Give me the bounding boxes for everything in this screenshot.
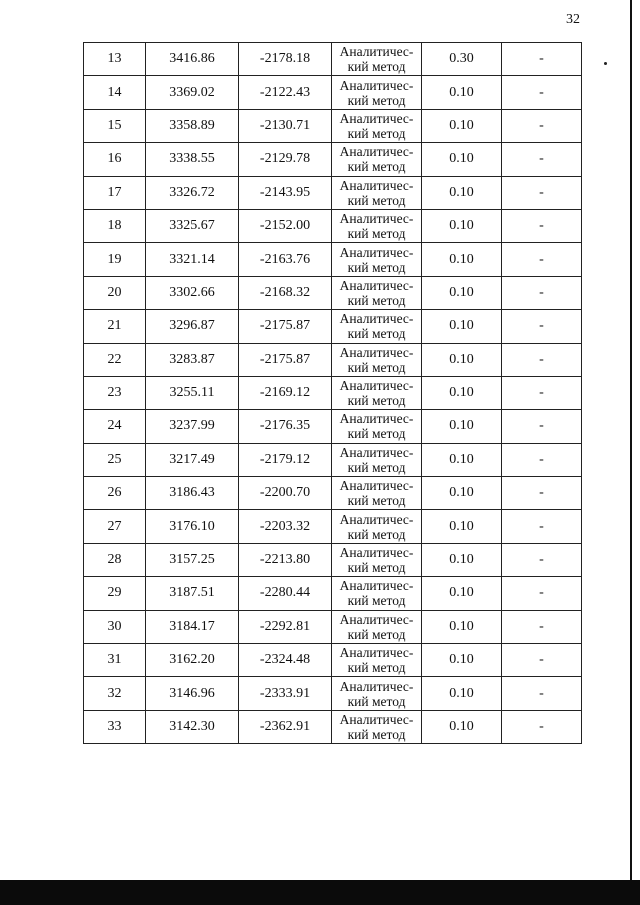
y-coordinate-cell: -2179.12 [239, 443, 332, 476]
method-line-1: Аналитичес- [339, 678, 414, 694]
method-cell [332, 43, 422, 76]
point-number-cell: 25 [84, 443, 146, 476]
table-row [84, 76, 582, 109]
point-number-cell: 19 [84, 243, 146, 276]
point-number-cell: 14 [84, 76, 146, 109]
method-line-2: кий метод [347, 292, 406, 308]
x-coordinate-cell: 3217.49 [146, 443, 239, 476]
method-line-2: кий метод [347, 259, 406, 275]
method-cell [332, 577, 422, 610]
table-row [84, 43, 582, 76]
table-row [84, 610, 582, 643]
table-row [84, 209, 582, 242]
method-line-1: Аналитичес- [339, 110, 414, 126]
table-row [84, 376, 582, 409]
note-cell: - [502, 276, 582, 309]
point-number-cell: 22 [84, 343, 146, 376]
table-row [84, 644, 582, 677]
x-coordinate-cell: 3283.87 [146, 343, 239, 376]
method-line-2: кий метод [347, 426, 406, 442]
y-coordinate-cell: -2122.43 [239, 76, 332, 109]
note-cell: - [502, 644, 582, 677]
y-coordinate-cell: -2324.48 [239, 644, 332, 677]
accuracy-cell: 0.10 [422, 109, 502, 142]
method-line-2: кий метод [347, 393, 406, 409]
table-row [84, 143, 582, 176]
page-number: 32 [566, 12, 580, 27]
method-cell [332, 710, 422, 743]
y-coordinate-cell: -2175.87 [239, 310, 332, 343]
accuracy-cell: 0.10 [422, 176, 502, 209]
table-row [84, 310, 582, 343]
note-cell: - [502, 710, 582, 743]
method-line-1: Аналитичес- [339, 611, 414, 627]
table-row [84, 710, 582, 743]
accuracy-cell: 0.10 [422, 477, 502, 510]
point-number-cell: 17 [84, 176, 146, 209]
y-coordinate-cell: -2203.32 [239, 510, 332, 543]
note-cell: - [502, 43, 582, 76]
method-cell [332, 243, 422, 276]
method-line-1: Аналитичес- [339, 211, 414, 227]
method-line-1: Аналитичес- [339, 177, 414, 193]
method-cell [332, 76, 422, 109]
note-cell: - [502, 143, 582, 176]
accuracy-cell: 0.10 [422, 76, 502, 109]
x-coordinate-cell: 3184.17 [146, 610, 239, 643]
method-line-1: Аналитичес- [339, 144, 414, 160]
method-line-2: кий метод [347, 693, 406, 709]
x-coordinate-cell: 3162.20 [146, 644, 239, 677]
x-coordinate-cell: 3186.43 [146, 477, 239, 510]
accuracy-cell: 0.10 [422, 543, 502, 576]
x-coordinate-cell: 3296.87 [146, 310, 239, 343]
y-coordinate-cell: -2362.91 [239, 710, 332, 743]
x-coordinate-cell: 3358.89 [146, 109, 239, 142]
accuracy-cell: 0.10 [422, 276, 502, 309]
method-cell [332, 176, 422, 209]
scan-speck [604, 62, 607, 65]
point-number-cell: 32 [84, 677, 146, 710]
table-body [84, 43, 582, 744]
note-cell: - [502, 677, 582, 710]
table-row [84, 443, 582, 476]
method-cell [332, 276, 422, 309]
y-coordinate-cell: -2130.71 [239, 109, 332, 142]
point-number-cell: 15 [84, 109, 146, 142]
note-cell: - [502, 610, 582, 643]
note-cell: - [502, 543, 582, 576]
note-cell: - [502, 343, 582, 376]
point-number-cell: 24 [84, 410, 146, 443]
method-line-2: кий метод [347, 326, 406, 342]
accuracy-cell: 0.10 [422, 710, 502, 743]
y-coordinate-cell: -2200.70 [239, 477, 332, 510]
method-line-2: кий метод [347, 159, 406, 175]
y-coordinate-cell: -2213.80 [239, 543, 332, 576]
method-line-2: кий метод [347, 192, 406, 208]
accuracy-cell: 0.10 [422, 410, 502, 443]
method-line-2: кий метод [347, 660, 406, 676]
note-cell: - [502, 410, 582, 443]
accuracy-cell: 0.10 [422, 343, 502, 376]
method-line-2: кий метод [347, 593, 406, 609]
method-line-2: кий метод [347, 560, 406, 576]
method-line-2: кий метод [347, 92, 406, 108]
method-line-1: Аналитичес- [339, 44, 414, 60]
scan-bottom-border [0, 880, 640, 905]
accuracy-cell: 0.10 [422, 677, 502, 710]
table-row [84, 343, 582, 376]
y-coordinate-cell: -2143.95 [239, 176, 332, 209]
point-number-cell: 16 [84, 143, 146, 176]
method-cell [332, 443, 422, 476]
method-cell [332, 477, 422, 510]
y-coordinate-cell: -2152.00 [239, 209, 332, 242]
accuracy-cell: 0.10 [422, 510, 502, 543]
method-cell [332, 644, 422, 677]
method-cell [332, 510, 422, 543]
method-line-2: кий метод [347, 727, 406, 742]
y-coordinate-cell: -2129.78 [239, 143, 332, 176]
x-coordinate-cell: 3302.66 [146, 276, 239, 309]
method-cell [332, 410, 422, 443]
method-cell [332, 143, 422, 176]
x-coordinate-cell: 3321.14 [146, 243, 239, 276]
method-line-1: Аналитичес- [339, 411, 414, 427]
method-line-2: кий метод [347, 493, 406, 509]
note-cell: - [502, 510, 582, 543]
method-line-1: Аналитичес- [339, 277, 414, 293]
scan-edge-line [630, 0, 632, 880]
method-cell [332, 376, 422, 409]
table-row [84, 109, 582, 142]
y-coordinate-cell: -2280.44 [239, 577, 332, 610]
x-coordinate-cell: 3237.99 [146, 410, 239, 443]
accuracy-cell: 0.10 [422, 209, 502, 242]
point-number-cell: 30 [84, 610, 146, 643]
point-number-cell: 28 [84, 543, 146, 576]
note-cell: - [502, 209, 582, 242]
accuracy-cell: 0.30 [422, 43, 502, 76]
point-number-cell: 20 [84, 276, 146, 309]
method-cell [332, 610, 422, 643]
accuracy-cell: 0.10 [422, 376, 502, 409]
accuracy-cell: 0.10 [422, 443, 502, 476]
table-row [84, 677, 582, 710]
point-number-cell: 33 [84, 710, 146, 743]
method-cell [332, 677, 422, 710]
note-cell: - [502, 176, 582, 209]
method-cell [332, 343, 422, 376]
point-number-cell: 26 [84, 477, 146, 510]
note-cell: - [502, 477, 582, 510]
table-row [84, 510, 582, 543]
method-cell [332, 310, 422, 343]
y-coordinate-cell: -2175.87 [239, 343, 332, 376]
x-coordinate-cell: 3157.25 [146, 543, 239, 576]
note-cell: - [502, 243, 582, 276]
method-line-1: Аналитичес- [339, 378, 414, 394]
method-line-1: Аналитичес- [339, 478, 414, 494]
method-line-2: кий метод [347, 626, 406, 642]
method-line-1: Аналитичес- [339, 511, 414, 527]
method-cell [332, 109, 422, 142]
accuracy-cell: 0.10 [422, 310, 502, 343]
method-line-1: Аналитичес- [339, 712, 414, 727]
method-line-1: Аналитичес- [339, 444, 414, 460]
method-line-1: Аналитичес- [339, 344, 414, 360]
method-line-2: кий метод [347, 359, 406, 375]
accuracy-cell: 0.10 [422, 577, 502, 610]
table-row [84, 276, 582, 309]
point-number-cell: 29 [84, 577, 146, 610]
point-number-cell: 31 [84, 644, 146, 677]
method-cell [332, 209, 422, 242]
table-row [84, 577, 582, 610]
method-line-1: Аналитичес- [339, 311, 414, 327]
point-number-cell: 23 [84, 376, 146, 409]
accuracy-cell: 0.10 [422, 644, 502, 677]
x-coordinate-cell: 3187.51 [146, 577, 239, 610]
note-cell: - [502, 310, 582, 343]
x-coordinate-cell: 3338.55 [146, 143, 239, 176]
method-cell [332, 543, 422, 576]
y-coordinate-cell: -2292.81 [239, 610, 332, 643]
method-line-1: Аналитичес- [339, 545, 414, 561]
x-coordinate-cell: 3326.72 [146, 176, 239, 209]
method-line-1: Аналитичес- [339, 645, 414, 661]
method-line-1: Аналитичес- [339, 77, 414, 93]
point-number-cell: 21 [84, 310, 146, 343]
x-coordinate-cell: 3142.30 [146, 710, 239, 743]
x-coordinate-cell: 3176.10 [146, 510, 239, 543]
y-coordinate-cell: -2169.12 [239, 376, 332, 409]
accuracy-cell: 0.10 [422, 143, 502, 176]
note-cell: - [502, 109, 582, 142]
coordinates-table [83, 42, 582, 744]
x-coordinate-cell: 3255.11 [146, 376, 239, 409]
table-row [84, 477, 582, 510]
accuracy-cell: 0.10 [422, 610, 502, 643]
x-coordinate-cell: 3325.67 [146, 209, 239, 242]
method-line-2: кий метод [347, 459, 406, 475]
method-line-2: кий метод [347, 59, 406, 75]
y-coordinate-cell: -2176.35 [239, 410, 332, 443]
point-number-cell: 27 [84, 510, 146, 543]
x-coordinate-cell: 3369.02 [146, 76, 239, 109]
method-line-2: кий метод [347, 526, 406, 542]
table-row [84, 176, 582, 209]
method-line-2: кий метод [347, 125, 406, 141]
note-cell: - [502, 376, 582, 409]
table-row [84, 410, 582, 443]
point-number-cell: 18 [84, 209, 146, 242]
table-row [84, 543, 582, 576]
x-coordinate-cell: 3146.96 [146, 677, 239, 710]
y-coordinate-cell: -2178.18 [239, 43, 332, 76]
table-row [84, 243, 582, 276]
y-coordinate-cell: -2168.32 [239, 276, 332, 309]
x-coordinate-cell: 3416.86 [146, 43, 239, 76]
note-cell: - [502, 443, 582, 476]
y-coordinate-cell: -2333.91 [239, 677, 332, 710]
method-line-2: кий метод [347, 226, 406, 242]
y-coordinate-cell: -2163.76 [239, 243, 332, 276]
method-line-1: Аналитичес- [339, 578, 414, 594]
note-cell: - [502, 76, 582, 109]
point-number-cell: 13 [84, 43, 146, 76]
accuracy-cell: 0.10 [422, 243, 502, 276]
method-line-1: Аналитичес- [339, 244, 414, 260]
note-cell: - [502, 577, 582, 610]
